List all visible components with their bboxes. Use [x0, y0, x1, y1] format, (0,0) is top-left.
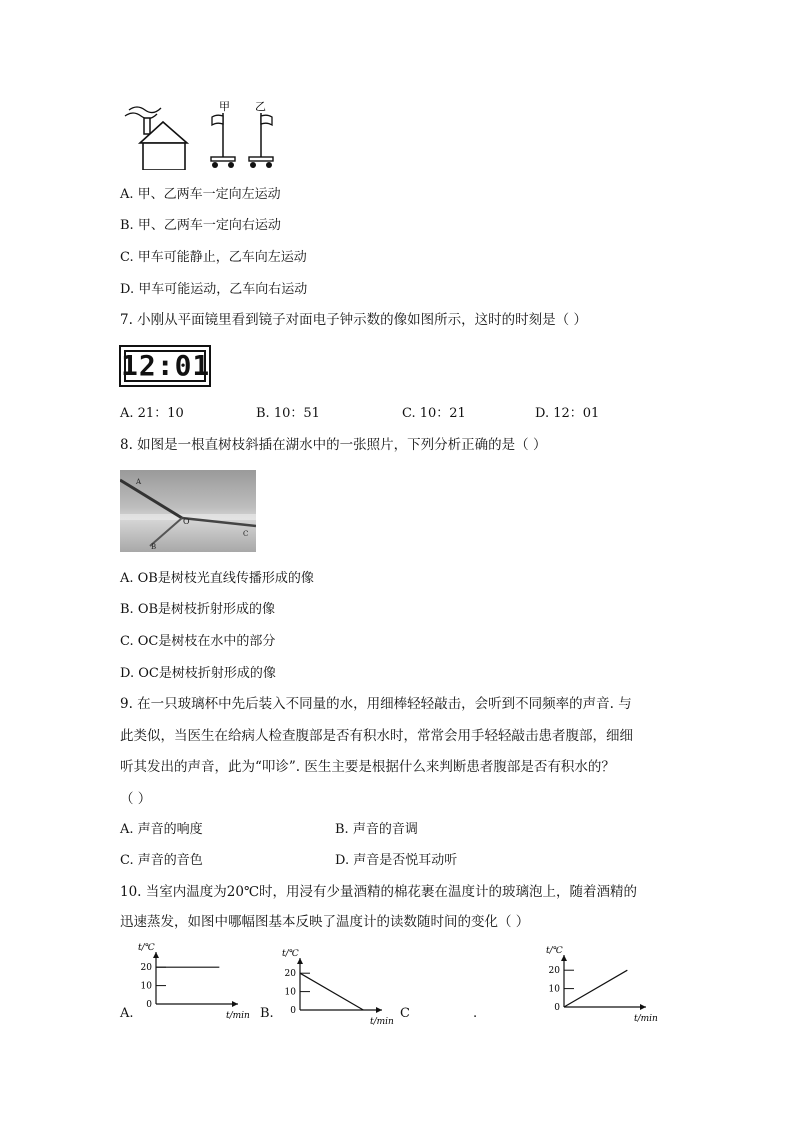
x-axis-label: t/min: [226, 1011, 250, 1021]
q8-stem: 8. 如图是一根直树枝斜插在湖水中的一张照片，下列分析正确的是（ ）: [120, 437, 547, 453]
car-jia-icon: [211, 113, 235, 168]
q6-figure: [115, 98, 285, 170]
graph-a: [136, 938, 266, 1022]
photo-label-a: A: [136, 478, 142, 486]
y-tick-label: 10: [284, 987, 296, 998]
q7-option-d: D. 12：01: [535, 406, 600, 421]
q6-option-b: B. 甲、乙两车一定向右运动: [120, 218, 281, 233]
q9-option-a: A. 声音的响度: [120, 822, 203, 837]
q9-option-c: C. 声音的音色: [120, 853, 203, 868]
q9-stem-line-1: 9. 在一只玻璃杯中先后装入不同量的水，用细棒轻轻敲击，会听到不同频率的声音. 与: [120, 696, 632, 712]
y-tick-label: 10: [140, 981, 152, 992]
q10-stem-line-1: 10. 当室内温度为20℃时，用浸有少量酒精的棉花裹在温度计的玻璃泡上，随着酒精的: [120, 884, 638, 900]
q8-option-d: D. OC是树枝折射形成的像: [120, 666, 276, 681]
smoke-icon: [125, 113, 157, 119]
y-tick-label: 10: [548, 984, 560, 995]
x-axis-arrow-icon: [232, 1001, 238, 1007]
graph-b: [280, 944, 410, 1028]
y-tick-label: 20: [548, 966, 560, 977]
y-axis-label: t/℃: [546, 946, 563, 956]
y-axis-label: t/℃: [138, 943, 155, 953]
branch-photo: [120, 470, 256, 552]
q6-option-c: C. 甲车可能静止，乙车向左运动: [120, 250, 307, 265]
q9-option-d: D. 声音是否悦耳动听: [335, 853, 458, 868]
q8-option-b: B. OB是树枝折射形成的像: [120, 602, 276, 617]
q7-option-b: B. 10：51: [256, 406, 320, 421]
q10-option-c-label: C: [400, 1006, 410, 1021]
photo-label-c: C: [243, 530, 249, 538]
q7-option-c: C. 10：21: [402, 406, 466, 421]
graph-c: [544, 941, 679, 1025]
q8-option-a: A. OB是树枝光直线传播形成的像: [120, 571, 314, 586]
y-axis-label: t/℃: [282, 949, 299, 959]
q6-option-a: A. 甲、乙两车一定向左运动: [120, 187, 281, 202]
q9-stem-line-2: 此类似，当医生在给病人检查腹部是否有积水时，常常会用手轻轻敲击患者腹部，细细: [120, 728, 633, 744]
label-yi: 乙: [255, 100, 266, 113]
clock-digits: 12:01: [121, 349, 211, 382]
q8-option-c: C. OC是树枝在水中的部分: [120, 634, 276, 649]
q6-option-d: D. 甲车可能运动，乙车向右运动: [120, 282, 308, 297]
q10-option-b-label: B.: [260, 1006, 274, 1021]
x-axis-arrow-icon: [376, 1007, 382, 1013]
q10-option-d-label: .: [473, 1006, 478, 1021]
car-yi-icon: [249, 113, 273, 168]
x-axis-label: t/min: [370, 1017, 394, 1027]
label-jia: 甲: [219, 100, 230, 113]
q9-option-b: B. 声音的音调: [335, 822, 418, 837]
q9-stem-line-4: （ ）: [120, 791, 152, 807]
y-tick-label: 0: [554, 1003, 560, 1013]
photo-label-b: B: [151, 543, 157, 551]
y-tick-label: 0: [146, 1000, 152, 1010]
q7-option-a: A. 21：10: [120, 406, 184, 421]
q9-stem-line-3: 听其发出的声音，此为“叩诊”. 医生主要是根据什么来判断患者腹部是否有积水的？: [120, 759, 615, 775]
y-tick-label: 20: [140, 963, 152, 974]
q10-stem-line-2: 迅速蒸发，如图中哪幅图基本反映了温度计的读数随时间的变化（ ）: [120, 914, 530, 930]
q7-stem: 7. 小刚从平面镜里看到镜子对面电子钟示数的像如图所示，这时的时刻是（ ）: [120, 312, 587, 328]
y-tick-label: 0: [290, 1006, 296, 1016]
photo-label-o: O: [183, 517, 190, 526]
x-axis-label: t/min: [634, 1014, 658, 1024]
x-axis-arrow-icon: [640, 1004, 646, 1010]
y-tick-label: 20: [284, 969, 296, 980]
mirror-clock: [119, 345, 211, 387]
q10-option-a-label: A.: [120, 1006, 134, 1021]
